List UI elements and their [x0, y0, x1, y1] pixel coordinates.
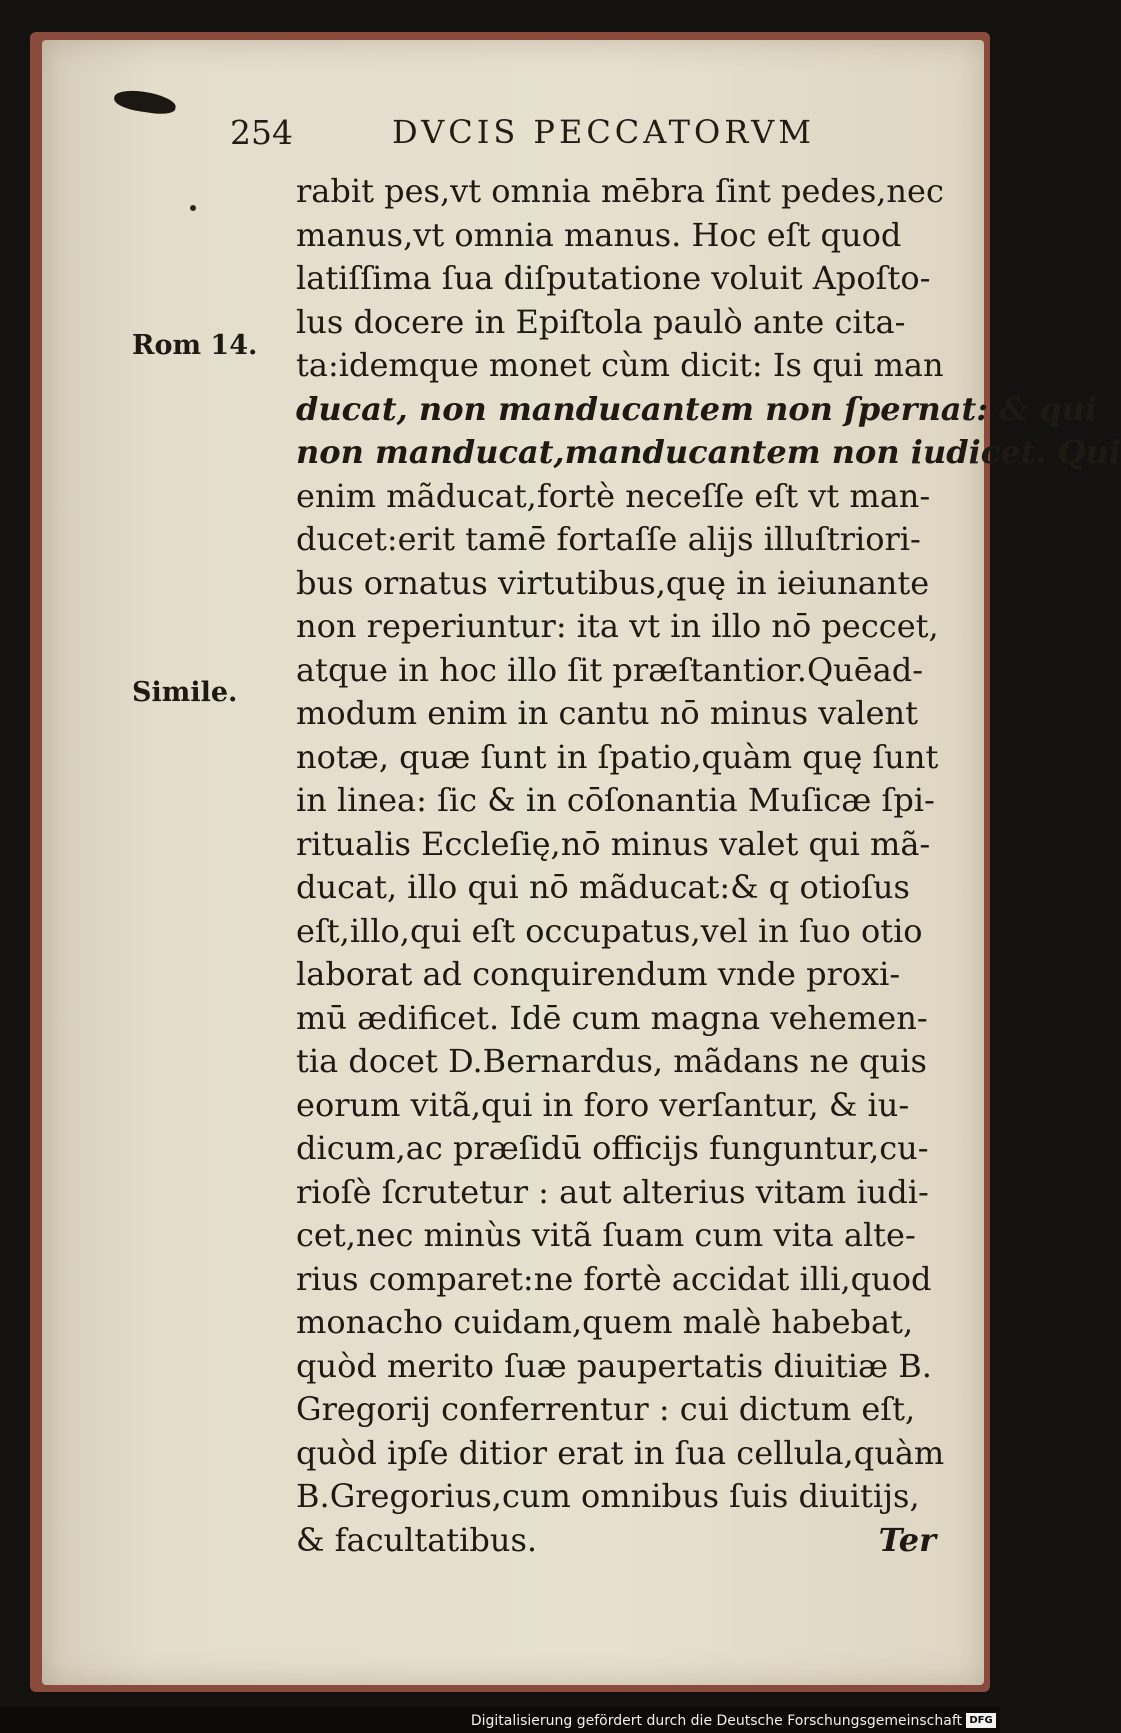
text-line: rabit pes,vt omnia mēbra ſint pedes,nec: [296, 172, 944, 210]
text-line: modum enim in cantu nō minus valent: [296, 694, 919, 732]
text-line: cet,nec minùs vitã ſuam cum vita alte-: [296, 1216, 916, 1254]
text-line: tia docet D.Bernardus, mãdans ne quis: [296, 1042, 927, 1080]
margin-note-simile: Simile.: [132, 677, 238, 708]
text-line: laborat ad conquirendum vnde proxi-: [296, 955, 901, 993]
text-line: rioſè ſcrutetur : aut alterius vitam iudi-: [296, 1172, 929, 1211]
text-line: ta:idemque monet cùm dicit: Is qui man: [296, 346, 944, 384]
margin-note-rom: Rom 14.: [132, 330, 258, 361]
text-line: manus,vt omnia manus. Hoc eſt quod: [296, 215, 902, 254]
text-line: eſt,illo,qui eſt occupatus,vel in ſuo otio: [296, 911, 923, 950]
text-line: notæ, quæ ſunt in ſpatio,quàm quę ſunt: [296, 737, 939, 776]
text-line: ducet:erit tamē fortaſſe alijs illuſtriori-: [296, 520, 921, 558]
last-line-text: & facultatibus.: [296, 1520, 538, 1559]
text-line: quòd ipſe ditior erat in ſua cellula,quàm: [296, 1433, 945, 1472]
text-line-quote: non manducat,manducantem non iudicet. Qui: [296, 433, 1121, 471]
running-title: DVCIS PECCATORVM: [392, 113, 816, 151]
dfg-logo: DFG: [966, 1713, 996, 1728]
text-line: bus ornatus virtutibus,quę in ieiunante: [296, 563, 930, 602]
footer-bar: [0, 1707, 1000, 1733]
catchword: Ter: [878, 1520, 936, 1559]
text-line: rius comparet:ne fortè accidat illi,quod: [296, 1259, 932, 1298]
text-line: Gregorij conferrentur : cui dictum eſt,: [296, 1390, 916, 1428]
last-line: [296, 1519, 936, 1563]
text-line: eorum vitã,qui in foro verſantur, & iu-: [296, 1085, 910, 1124]
text-line: quòd merito ſuæ paupertatis diuitiæ B.: [296, 1346, 932, 1385]
ink-dot: [190, 205, 196, 211]
ink-smudge: [113, 88, 177, 116]
text-line: in linea: ſic & in cōſonantia Muſicæ ſpi-: [296, 781, 935, 819]
text-line: ritualis Eccleſię,nō minus valet qui mã-: [296, 824, 931, 863]
page-header: [42, 113, 984, 173]
text-line: dicum,ac præſidū officijs funguntur,cu-: [296, 1129, 929, 1167]
text-line: mū ædificet. Idē cum magna vehemen-: [296, 998, 928, 1037]
text-line-quote: ducat, non manducantem non ſpernat: & qui: [296, 389, 1097, 428]
text-line: latiſſima ſua diſputatione voluit Apoſto-: [296, 259, 931, 297]
footer-credit: Digitalisierung gefördert durch die Deutsche Forschungsgemeinschaft: [470, 1713, 962, 1729]
page-number: 254: [230, 113, 293, 152]
text-line: B.Gregorius,cum omnibus ſuis diuitijs,: [296, 1477, 920, 1515]
text-line: monacho cuidam,quem malè habebat,: [296, 1303, 914, 1341]
body-text: [296, 170, 1121, 1562]
text-line: atque in hoc illo ſit præſtantior.Quēad-: [296, 650, 924, 689]
text-line: enim mãducat,fortè neceſſe eſt vt man-: [296, 476, 931, 515]
book-page: [42, 40, 1121, 1685]
text-line: ducat, illo qui nō mãducat:& q otioſus: [296, 868, 910, 906]
text-line: lus docere in Epiſtola paulò ante cita-: [296, 302, 906, 341]
text-line: non reperiuntur: ita vt in illo nō peccet,: [296, 607, 939, 645]
